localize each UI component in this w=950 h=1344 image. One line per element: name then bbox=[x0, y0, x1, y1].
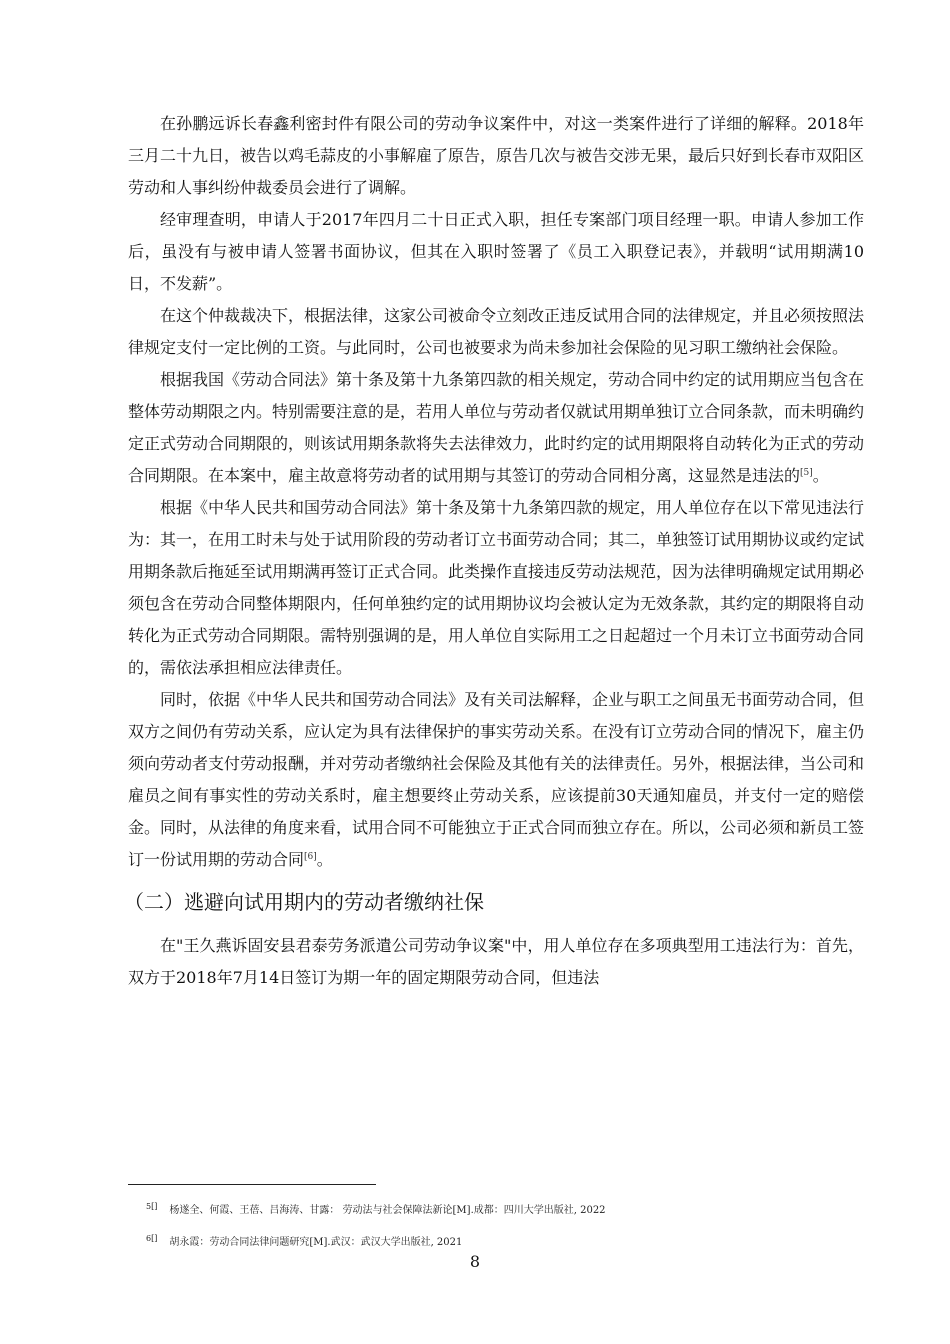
paragraph-1: 在孙鹏远诉长春鑫利密封件有限公司的劳动争议案件中，对这一类案件进行了详细的解释。2018年三月二十九日，被告以鸡毛蒜皮的小事解雇了原告，原告几次与被告交涉无果，最后只好到长春市双阳区劳动和人事纠纷仲裁委员会进行了调解。 bbox=[128, 114, 865, 197]
citation-6: [6] bbox=[304, 852, 317, 862]
section-heading: （二）逃避向试用期内的劳动者缴纳社保 bbox=[124, 890, 484, 914]
footnote-mark: 6[] bbox=[146, 1234, 158, 1243]
paragraph-6-text: 同时，依据《中华人民共和国劳动合同法》及有关司法解释，企业与职工之间虽无书面劳动合同，但双方之间仍有劳动关系，应认定为具有法律保护的事实劳动关系。在没有订立劳动合同的情况下，雇主仍须向劳动者支付劳动报酬，并对劳动者缴纳社会保险及其他有关的法律责任。另外，根据法律，当公司和雇员之间有事实性的劳动关系时，雇主想要终止劳动关系，应该提前30天通知雇员，并支付一定的赔偿金。同时，从法律的角度来看，试用合同不可能独立于正式合同而独立存在。所以，公司必须和新员工签订一份试用期的劳动合同 bbox=[128, 690, 865, 869]
paragraph-5: 根据《中华人民共和国劳动合同法》第十条及第十九条第四款的规定，用人单位存在以下常见违法行为：其一，在用工时未与处于试用阶段的劳动者订立书面劳动合同；其二，单独签订试用期协议或约定试用期条款后拖延至试用期满再签订正式合同。此类操作直接违反劳动法规范，因为法律明确规定试用期必须包含在劳动合同整体期限内，任何单独约定的试用期协议均会被认定为无效条款，其约定的期限将自动转化为正式劳动合同期限。需特别强调的是，用人单位自实际用工之日起超过一个月未订立书面劳动合同的，需依法承担相应法律责任。 bbox=[128, 498, 865, 677]
footnote-text: 胡永霞：劳动合同法律问题研究[M].武汉：武汉大学出版社, 2021 bbox=[169, 1237, 463, 1248]
paragraph-7: 在"王久燕诉固安县君泰劳务派遣公司劳动争议案"中，用人单位存在多项典型用工违法行为：首先，双方于2018年7月14日签订为期一年的固定期限劳动合同，但违法 bbox=[128, 936, 864, 987]
sentence-end: 。 bbox=[812, 466, 829, 485]
paragraph-3: 在这个仲裁裁决下，根据法律，这家公司被命令立刻改正违反试用合同的法律规定，并且必须按照法律规定支付一定比例的工资。与此同时，公司也被要求为尚未参加社会保险的见习职工缴纳社会保险。 bbox=[128, 306, 865, 357]
paragraph-2: 经审理查明，申请人于2017年四月二十日正式入职，担任专案部门项目经理一职。申请人参加工作后，虽没有与被申请人签署书面协议，但其在入职时签署了《员工入职登记表》，并载明“试用期满10日，不发薪”。 bbox=[128, 210, 864, 293]
sentence-end: 。 bbox=[316, 850, 333, 869]
paragraph-6 bbox=[128, 684, 864, 876]
citation-5: [5] bbox=[800, 468, 813, 478]
body-text bbox=[124, 108, 865, 994]
footnote-5 bbox=[146, 1200, 606, 1218]
page-number: 8 bbox=[469, 1252, 481, 1271]
footnote-text: 杨遂全、何霞、王蓓、吕海涛、甘露： 劳动法与社会保障法新论[M].成都：四川大学出版社, 2022 bbox=[169, 1205, 606, 1216]
footnote-6 bbox=[146, 1232, 462, 1250]
paragraph-4-text: 根据我国《劳动合同法》第十条及第十九条第四款的相关规定，劳动合同中约定的试用期应当包含在整体劳动期限之内。特别需要注意的是，若用人单位与劳动者仅就试用期单独订立合同条款，而未明确约定正式劳动合同期限的，则该试用期条款将失去法律效力，此时约定的试用期限将自动转化为正式的劳动合同期限。在本案中，雇主故意将劳动者的试用期与其签订的劳动合同相分离，这显然是违法的 bbox=[128, 370, 865, 485]
paragraph-4 bbox=[128, 364, 864, 492]
footnote-mark: 5[] bbox=[146, 1202, 158, 1211]
footnote-separator bbox=[128, 1184, 376, 1185]
